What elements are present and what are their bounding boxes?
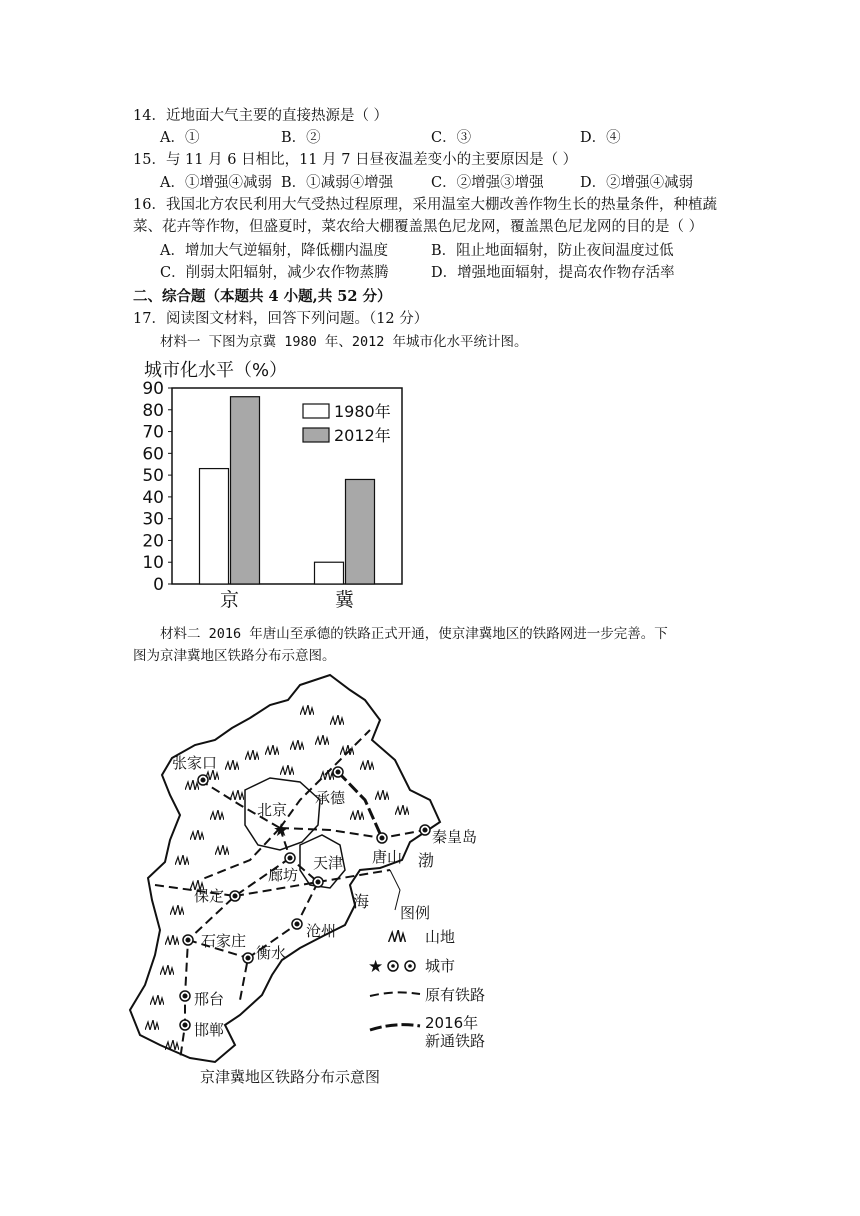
q16-stem-line1: 16．我国北方农民利用大气受热过程原理，采用温室大棚改善作物生长的热量条件，种植蔬 bbox=[133, 197, 717, 213]
bar-京-2012年 bbox=[231, 397, 260, 584]
legend-new-rail-year: 2016年 bbox=[425, 1014, 479, 1032]
legend-old-rail: 原有铁路 bbox=[425, 986, 486, 1004]
sea-label-hai: 海 bbox=[353, 892, 370, 911]
city-beijing: 北京 bbox=[257, 801, 288, 819]
city-chengde: 承德 bbox=[315, 789, 346, 807]
city-xingtai: 邢台 bbox=[194, 990, 225, 1008]
y-tick-label: 60 bbox=[142, 444, 164, 465]
beijing-star-icon: ★ bbox=[273, 820, 290, 841]
chart-title: 城市化水平（%） bbox=[144, 360, 288, 381]
material2-text-line2: 图为京津冀地区铁路分布示意图。 bbox=[133, 648, 336, 664]
legend-swatch bbox=[303, 428, 329, 442]
y-tick-label: 30 bbox=[142, 509, 164, 530]
city-shijiazhuang: 石家庄 bbox=[201, 932, 247, 950]
legend-city: 城市 bbox=[425, 957, 456, 975]
y-tick-label: 80 bbox=[142, 400, 164, 421]
q16-option-c: C．削弱太阳辐射，减少农作物蒸腾 bbox=[160, 265, 389, 281]
q14-stem: 14．近地面大气主要的直接热源是（ ） bbox=[133, 108, 389, 124]
x-category-label: 京 bbox=[219, 589, 240, 611]
sea-label-bo: 渤 bbox=[418, 851, 435, 870]
city-langfang: 廊坊 bbox=[268, 866, 299, 884]
city-cangzhou: 沧州 bbox=[306, 922, 337, 940]
legend-label: 1980年 bbox=[334, 402, 391, 421]
bar-冀-1980年 bbox=[315, 562, 344, 584]
city-baoding: 保定 bbox=[194, 887, 225, 905]
q16-option-d: D．增强地面辐射，提高农作物存活率 bbox=[431, 265, 675, 281]
city-tangshan: 唐山 bbox=[372, 848, 403, 866]
map-legend bbox=[368, 904, 485, 1050]
y-tick-label: 0 bbox=[153, 575, 164, 595]
map-caption: 京津冀地区铁路分布示意图 bbox=[200, 1068, 381, 1086]
railway-map bbox=[125, 670, 525, 1095]
y-tick-label: 70 bbox=[142, 422, 164, 443]
city-hengshui: 衡水 bbox=[256, 944, 287, 962]
y-tick-label: 20 bbox=[142, 531, 164, 552]
q14-option-a: A．① bbox=[160, 130, 200, 146]
sea-coast bbox=[390, 870, 400, 910]
q16-stem-line2: 菜、花卉等作物，但盛夏时，菜农给大棚覆盖黑色尼龙网，覆盖黑色尼龙网的目的是（ ） bbox=[133, 219, 704, 235]
city-qinhuangdao: 秦皇岛 bbox=[432, 828, 478, 846]
legend-label: 2012年 bbox=[334, 426, 391, 445]
legend-title: 图例 bbox=[400, 904, 431, 922]
y-tick-label: 50 bbox=[142, 466, 164, 487]
y-tick-label: 40 bbox=[142, 487, 164, 508]
y-tick-label: 10 bbox=[142, 553, 164, 574]
q15-option-b: B．①减弱④增强 bbox=[281, 175, 394, 191]
y-tick-label: 90 bbox=[142, 379, 164, 399]
q15-option-c: C．②增强③增强 bbox=[431, 175, 544, 191]
q15-stem: 15．与 11 月 6 日相比，11 月 7 日昼夜温差变小的主要原因是（ ） bbox=[133, 152, 578, 168]
city-zhangjiakou: 张家口 bbox=[172, 754, 218, 772]
q14-option-b: B．② bbox=[281, 130, 321, 146]
q14-option-c: C．③ bbox=[431, 130, 472, 146]
city-tianjin: 天津 bbox=[313, 854, 344, 872]
q14-option-d: D．④ bbox=[580, 130, 621, 146]
bar-冀-2012年 bbox=[346, 479, 375, 584]
bar-京-1980年 bbox=[200, 469, 229, 584]
legend-swatch bbox=[303, 404, 329, 418]
q15-option-a: A．①增强④减弱 bbox=[160, 175, 272, 191]
legend-new-rail-label: 新通铁路 bbox=[425, 1032, 486, 1050]
material2-text-line1: 材料二 2016 年唐山至承德的铁路正式开通，使京津冀地区的铁路网进一步完善。下 bbox=[160, 626, 668, 642]
material1-text: 材料一 下图为京冀 1980 年、2012 年城市化水平统计图。 bbox=[160, 334, 528, 350]
section2-heading: 二、综合题（本题共 4 小题,共 52 分） bbox=[133, 288, 392, 305]
q17-stem: 17．阅读图文材料，回答下列问题。（12 分） bbox=[133, 311, 429, 327]
q16-option-a: A．增加大气逆辐射，降低棚内温度 bbox=[160, 243, 388, 259]
x-category-label: 冀 bbox=[334, 589, 355, 611]
q15-option-d: D．②增强④减弱 bbox=[580, 175, 694, 191]
legend-mountain: 山地 bbox=[425, 928, 456, 946]
legend-star-icon: ★ bbox=[368, 957, 384, 977]
city-handan: 邯郸 bbox=[194, 1021, 225, 1039]
urbanization-bar-chart bbox=[138, 352, 420, 614]
q16-option-b: B．阻止地面辐射，防止夜间温度过低 bbox=[431, 243, 674, 259]
